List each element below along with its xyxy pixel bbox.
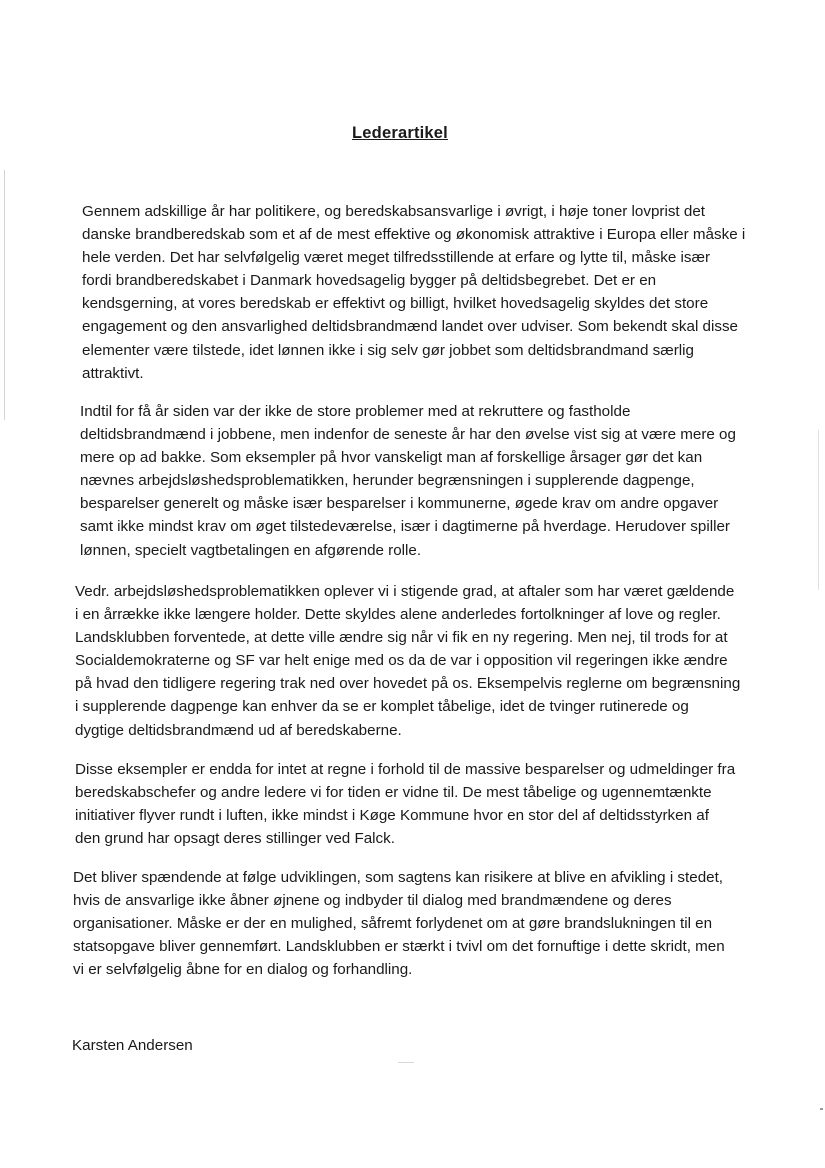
paragraph-line: engagement og den ansvarlighed deltidsbrandmænd landet over udviser. Som bekendt skal disse bbox=[82, 318, 739, 336]
paragraph-line: beredskabschefer og andre ledere vi for tiden er vidne til. De mest tåbelige og ugennemtænkte bbox=[75, 784, 712, 802]
paragraph-line: initiativer flyver rundt i luften, ikke mindst i Køge Kommune hvor en stor del af deltidsstyrken af bbox=[75, 807, 709, 825]
paragraph-line: den grund har opsagt deres stillinger ved Falck. bbox=[75, 830, 395, 848]
paragraph-line: Vedr. arbejdsløshedsproblematikken oplever vi i stigende grad, at aftaler som har været gældende bbox=[75, 583, 735, 600]
paragraph-line: på hvad den tidligere regering trak ned over hovedet på os. Eksempelvis reglerne om begrænsning bbox=[75, 675, 741, 693]
paragraph-1 bbox=[82, 200, 745, 385]
paragraph-4 bbox=[75, 758, 735, 850]
paragraph-line: Socialdemokraterne og SF var helt enige med os da de var i opposition vil regeringen ikke ændre bbox=[75, 652, 728, 670]
paragraph-line: attraktivt. bbox=[82, 364, 144, 382]
scan-smudge-mark bbox=[398, 1062, 414, 1063]
paragraph-line: i en årrække ikke længere holder. Dette skyldes alene anderledes fortolkninger af love og regler. bbox=[75, 606, 721, 624]
paragraph-line: Disse eksempler er endda for intet at regne i forhold til de massive besparelser og udmeldinger fra bbox=[75, 761, 736, 778]
paragraph-line: danske brandberedskab som et af de mest effektive og økonomisk attraktive i Europa eller måske i bbox=[82, 226, 746, 244]
paragraph-line: Indtil for få år siden var der ikke de store problemer med at rekruttere og fastholde bbox=[80, 403, 631, 420]
paragraph-line: hele verden. Det har selvfølgelig været meget tilfredsstillende at erfare og lytte til, måske især bbox=[82, 249, 711, 267]
paragraph-line: fordi brandberedskabet i Danmark hovedsagelig bygger på deltidsbegrebet. Det er en bbox=[82, 272, 657, 290]
author-signature: Karsten Andersen bbox=[72, 1037, 193, 1054]
paragraph-line: besparelser generelt og måske især besparelser i kommunerne, øgede krav om andre opgaver bbox=[80, 495, 719, 513]
paragraph-5 bbox=[73, 866, 725, 981]
paragraph-line: statsopgave bliver gennemført. Landsklubben er stærkt i tvivl om det fornuftige i dette skridt, men bbox=[73, 938, 725, 956]
paragraph-line: organisationer. Måske er der en mulighed, såfremt forlydenet om at gøre brandslukningen til en bbox=[73, 915, 713, 933]
paragraph-2 bbox=[80, 400, 736, 562]
scan-dot-mark bbox=[820, 1108, 823, 1110]
paragraph-line: lønnen, specielt vagtbetalingen en afgørende rolle. bbox=[80, 541, 422, 559]
paragraph-line: deltidsbrandmænd i jobbene, men indenfor de seneste år har den øvelse vist sig at være mere og bbox=[80, 426, 736, 444]
paragraph-line: dygtige deltidsbrandmænd ud af beredskaberne. bbox=[75, 721, 402, 739]
paragraph-line: samt ikke mindst krav om øget tilstedeværelse, især i dagtimerne på hverdage. Herudover spiller bbox=[80, 518, 730, 536]
paragraph-line: i supplerende dagpenge kan enhver da se er komplet tåbelige, idet de tvinger rutinerede og bbox=[75, 698, 689, 716]
scan-edge-mark-left bbox=[4, 170, 5, 420]
article-title: Lederartikel bbox=[352, 124, 448, 142]
paragraph-line: Gennem adskillige år har politikere, og beredskabsansvarlige i øvrigt, i høje toner lovprist det bbox=[82, 203, 705, 220]
paragraph-line: Det bliver spændende at følge udviklingen, som sagtens kan risikere at blive en afvikling i stedet, bbox=[73, 869, 724, 886]
paragraph-line: vi er selvfølgelig åbne for en dialog og forhandling. bbox=[73, 961, 413, 979]
scan-edge-mark-right bbox=[818, 430, 819, 590]
paragraph-line: kendsgerning, at vores beredskab er effektivt og billigt, hvilket hovedsagelig skyldes det store bbox=[82, 295, 709, 313]
paragraph-3 bbox=[75, 580, 740, 742]
paragraph-line: nævnes arbejdsløshedsproblematikken, herunder begrænsningen i supplerende dagpenge, bbox=[80, 472, 695, 490]
paragraph-line: mere op ad bakke. Som eksempler på hvor vanskeligt man af forskellige årsager gør det kan bbox=[80, 449, 703, 467]
paragraph-line: hvis de ansvarlige ikke åbner øjnene og indbyder til dialog med brandmændene og deres bbox=[73, 892, 672, 910]
paragraph-line: elementer være tilstede, idet lønnen ikke i sig selv gør jobbet som deltidsbrandmand særlig bbox=[82, 341, 695, 359]
paragraph-line: Landsklubben forventede, at dette ville ændre sig når vi fik en ny regering. Men nej, til trods for at bbox=[75, 629, 728, 647]
